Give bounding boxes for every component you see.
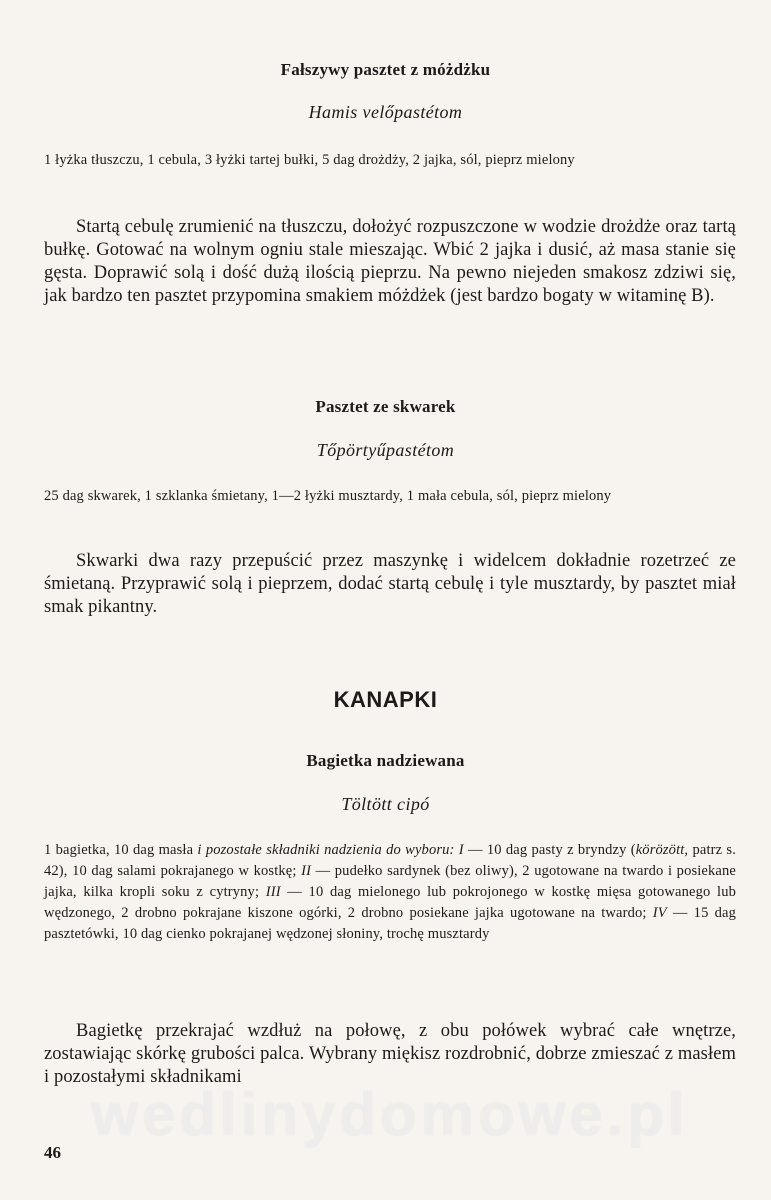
page-number: 46: [44, 1143, 61, 1162]
recipe-subtitle-hungarian: Tőpörtyűpastétom: [316, 440, 455, 460]
ingredients-text: patrz s. 42), 10 dag salami pokrajanego w kostkę;: [44, 842, 736, 879]
ingredients-text: — 10 dag mielonego lub pokrojonego w kostkę mięsa gotowanego lub wędzonego, 2 drobno pokrajane kiszone ogórki, 2 drobno posiekane jajka ugotowane na twardo;: [44, 884, 737, 921]
ingredients-text: — pudełko sardynek (bez oliwy), 2 ugotowane na twardo i posiekane jajka, kilka kropli soku z cytryny;: [44, 863, 736, 900]
recipe-ingredients: 1 łyżka tłuszczu, 1 cebula, 3 łyżki tartej bułki, 5 dag drożdży, 2 jajka, sól, pieprz mielony: [44, 152, 575, 168]
recipe-subtitle-hungarian: Hamis velőpastétom: [308, 102, 463, 122]
recipe-ingredients: [44, 840, 736, 945]
ingredients-text-italic: II: [301, 863, 312, 879]
ingredients-text-italic: III: [265, 884, 281, 900]
recipe-title-bagietka: Bagietka nadziewana: [306, 751, 465, 770]
ingredients-text: — 15 dag pasztetówki, 10 dag cienko pokrajanej wędzonej słoniny, trochę musztardy: [44, 905, 736, 942]
watermark: wedlinydomowe.pl: [91, 1081, 689, 1148]
ingredients-text: 1 bagietka, 10 dag masła: [44, 842, 198, 858]
recipe-instructions: Bagietkę przekrajać wzdłuż na połowę, z obu połówek wybrać całe wnętrze, zostawiając skórkę grubości palca. Wybrany miękisz rozdrobnić, dobrze zmieszać z masłem i pozostałymi składnikami: [44, 1021, 736, 1087]
ingredients-text-italic: körözött,: [635, 842, 689, 858]
recipe-instructions: Startą cebulę zrumienić na tłuszczu, dołożyć rozpuszczone w wodzie drożdże oraz tartą bułkę. Gotować na wolnym ogniu stale mieszając. Wbić 2 jajka i dusić, aż masa stanie się gęsta. Doprawić solą i dość dużą ilością pieprzu. Na pewno niejeden smakosz zdziwi się, jak bardzo ten pasztet przypomina smakiem móżdżek (jest bardzo bogaty w witaminę B).: [44, 217, 736, 306]
recipe-ingredients: 25 dag skwarek, 1 szklanka śmietany, 1—2 łyżki musztardy, 1 mała cebula, sól, pieprz mielony: [44, 488, 612, 504]
ingredients-text: — 10 dag pasty z bryndzy (: [463, 842, 636, 858]
recipe-instructions: Skwarki dwa razy przepuścić przez maszynkę i widelcem dokładnie rozetrzeć ze śmietaną. Przyprawić solą i pieprzem, dodać startą cebulę i tyle musztardy, by pasztet miał smak pikantny.: [44, 551, 736, 617]
recipe-title-pasztet-ze-skwarek: Pasztet ze skwarek: [315, 397, 456, 416]
recipe-subtitle-hungarian: Töltött cipó: [341, 794, 430, 814]
section-heading: KANAPKI: [333, 687, 438, 712]
recipe-title-falszywy-pasztet: Fałszywy pasztet z móżdżku: [280, 60, 491, 79]
ingredients-text-italic: i pozostałe składniki nadzienia do wyboru: I: [197, 842, 464, 858]
ingredients-text-italic: IV: [652, 905, 667, 921]
